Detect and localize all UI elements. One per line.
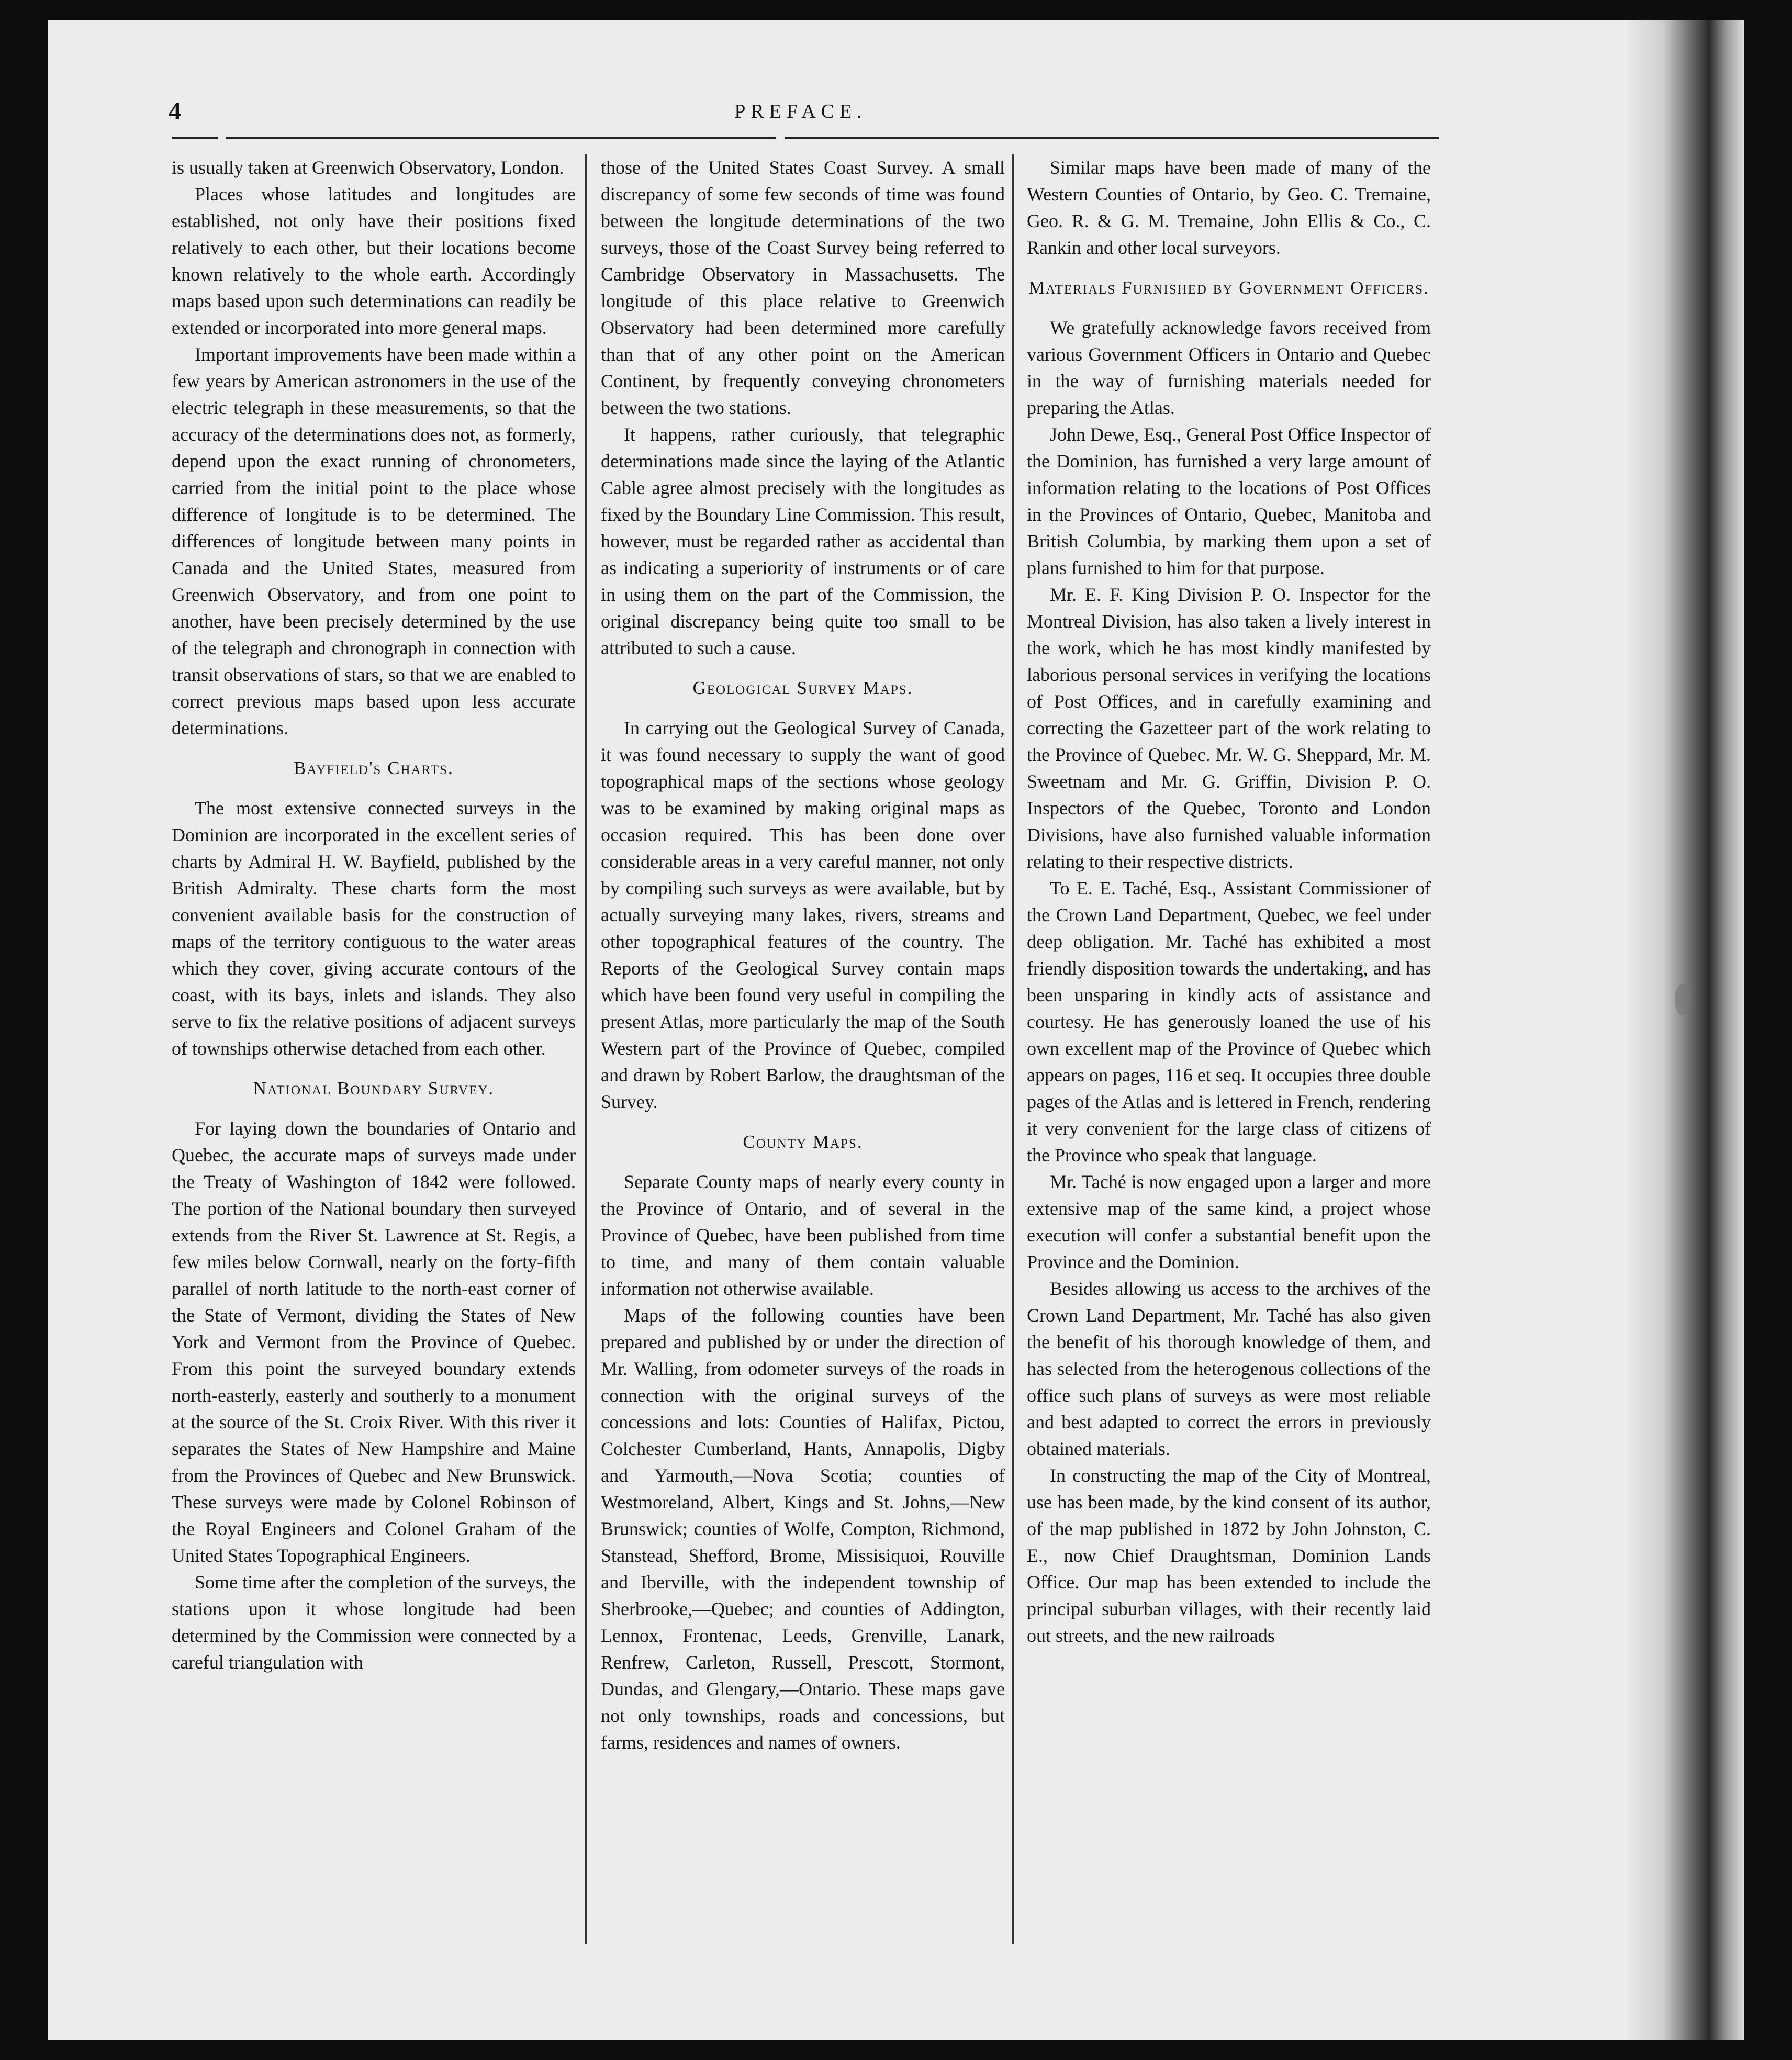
- ink-smudge: [1675, 984, 1690, 1015]
- column-left: [172, 154, 576, 1676]
- paragraph: Similar maps have been made of many of the Western Counties of Ontario, by Geo. C. Tremaine, Geo. R. & G. M. Tremaine, John Ellis & Co., C. Rankin and other local surveyors.: [1027, 157, 1431, 258]
- paragraph: Important improvements have been made within a few years by American astronomers in the use of the electric telegraph in these measurements, so that the accuracy of the determinations does not, as formerly, depend upon the exact running of chronometers, carried from the initial point to the place whose difference of longitude is to be determined. The differences of longitude between many points in Canada and the United States, measured from Greenwich Observatory, and from one point to another, have been precisely determined by the use of the telegraph and chronograph in connection with transit observations of stars, so that we are enabled to correct previous maps based upon less accurate determinations.: [172, 344, 576, 738]
- column-middle: [601, 154, 1005, 1756]
- column-divider: [585, 154, 587, 1944]
- header-rule: [172, 137, 218, 139]
- paragraph: The most extensive connected surveys in the Dominion are incorporated in the excellent series of charts by Admiral H. W. Bayfield, published by the British Admiralty. These charts form the most convenient available basis for the construction of maps of the territory contiguous to the water areas which they cover, giving accurate contours of the coast, with its bays, inlets and islands. They also serve to fix the relative positions of adjacent surveys of townships otherwise detached from each other.: [172, 798, 576, 1059]
- page-title: PREFACE.: [734, 100, 867, 122]
- paragraph: In carrying out the Geological Survey of Canada, it was found necessary to supply the want of good topographical maps of the sections whose geology was to be examined by making original maps as occasion required. This has been done over considerable areas in a very careful manner, not only by compiling such surveys as were available, but by actually surveying many lakes, rivers, streams and other topographical features of the country. The Reports of the Geological Survey contain maps which have been found very useful in compiling the present Atlas, more particularly the map of the South Western part of the Province of Quebec, compiled and drawn by Robert Barlow, the draughtsman of the Survey.: [601, 718, 1005, 1112]
- section-heading-bayfield-charts: Bayfield's Charts.: [294, 758, 454, 778]
- paragraph: To E. E. Taché, Esq., Assistant Commissioner of the Crown Land Department, Quebec, we feel under deep obligation. Mr. Taché has exhibited a most friendly disposition towards the undertaking, and has been unsparing in kindly acts of assistance and courtesy. He has generously loaned the use of his own excellent map of the Province of Quebec which appears on pages, 116 et seq. It occupies three double pages of the Atlas and is lettered in French, rendering it very convenient for the large class of citizens of the Province who speak that language.: [1027, 878, 1431, 1166]
- paragraph: Separate County maps of nearly every county in the Province of Ontario, and of several in the Province of Quebec, have been published from time to time, and many of them contain valuable information not otherwise available.: [601, 1171, 1005, 1299]
- paragraph: Besides allowing us access to the archives of the Crown Land Department, Mr. Taché has also given the benefit of his thorough knowledge of them, and has selected from the heterogenous collections of the office such plans of surveys as were most reliable and best adapted to correct the errors in previously obtained materials.: [1027, 1278, 1431, 1459]
- paragraph: is usually taken at Greenwich Observatory, London.: [172, 157, 564, 178]
- paragraph: Some time after the completion of the surveys, the stations upon it whose longitude had been determined by the Commission were connected by a careful triangulation with: [172, 1572, 576, 1673]
- section-heading-materials-furnished: Materials Furnished by Government Officers.: [1028, 277, 1429, 298]
- section-heading-national-boundary-survey: National Boundary Survey.: [253, 1078, 495, 1099]
- running-head: [162, 92, 1439, 133]
- paragraph: those of the United States Coast Survey. A small discrepancy of some few seconds of time was found between the longitude determinations of the two surveys, those of the Coast Survey being referred to Cambridge Observatory in Massachusetts. The longitude of this place relative to Greenwich Observatory had been determined more carefully than that of any other point on the American Continent, by frequently conveying chronometers between the two stations.: [601, 157, 1005, 418]
- header-rule: [785, 137, 1439, 139]
- page-content: [162, 92, 1439, 1965]
- paragraph: Places whose latitudes and longitudes are established, not only have their positions fixed relatively to each other, but their locations become known relatively to the whole earth. Accordingly maps based upon such determinations can readily be extended or incorporated into more general maps.: [172, 184, 576, 338]
- paragraph: Mr. E. F. King Division P. O. Inspector for the Montreal Division, has also taken a lively interest in the work, which he has most kindly manifested by laborious personal services in verifying the locations of Post Offices, and in carefully examining and correcting the Gazetteer part of the work relating to the Province of Quebec. Mr. W. G. Sheppard, Mr. M. Sweetnam and Mr. G. Griffin, Division P. O. Inspectors of the Quebec, Toronto and London Divisions, have also furnished valuable information relating to their respective districts.: [1027, 584, 1431, 872]
- paragraph: Maps of the following counties have been prepared and published by or under the direction of Mr. Walling, from odometer surveys of the roads in connection with the original surveys of the concessions and lots: Counties of Halifax, Pictou, Colchester Cumberland, Hants, Annapolis, Digby and Yarmouth,—Nova Scotia; counties of Westmoreland, Albert, Kings and St. Johns,—New Brunswick; counties of Wolfe, Compton, Richmond, Stanstead, Shefford, Brome, Missisiquoi, Rouville and Iberville, with the independent township of Sherbrooke,—Quebec; and counties of Addington, Lennox, Frontenac, Leeds, Grenville, Lanark, Renfrew, Carleton, Russell, Prescott, Stormont, Dundas, and Glengary,—Ontario. These maps gave not only townships, roads and concessions, but farms, residences and names of owners.: [601, 1305, 1005, 1753]
- paragraph: It happens, rather curiously, that telegraphic determinations made since the laying of the Atlantic Cable agree almost precisely with the longitudes as fixed by the Boundary Line Commission. This result, however, must be regarded rather as accidental than as indicating a superiority of instruments or of care in using them on the part of the Commission, the original discrepancy being quite too small to be attributed to such a cause.: [601, 424, 1005, 658]
- column-right: [1027, 154, 1431, 1649]
- page-gutter-shadow: [1628, 20, 1744, 2040]
- page-number: 4: [169, 97, 181, 125]
- header-rule: [226, 137, 776, 139]
- section-heading-county-maps: County Maps.: [743, 1132, 863, 1152]
- paragraph: Mr. Taché is now engaged upon a larger and more extensive map of the same kind, a project whose execution will confer a substantial benefit upon the Province and the Dominion.: [1027, 1171, 1431, 1272]
- paragraph: John Dewe, Esq., General Post Office Inspector of the Dominion, has furnished a very large amount of information relating to the locations of Post Offices in the Provinces of Ontario, Quebec, Manitoba and British Columbia, by marking them upon a set of plans furnished to him for that purpose.: [1027, 424, 1431, 578]
- paragraph: For laying down the boundaries of Ontario and Quebec, the accurate maps of surveys made under the Treaty of Washington of 1842 were followed. The portion of the National boundary then surveyed extends from the River St. Lawrence at St. Regis, a few miles below Cornwall, nearly on the forty-fifth parallel of north latitude to the north-east corner of the State of Vermont, dividing the States of New York and Vermont from the Province of Quebec. From this point the surveyed boundary extends north-easterly, easterly and southerly to a monument at the source of the St. Croix River. With this river it separates the States of New Hampshire and Maine from the Provinces of Quebec and New Brunswick. These surveys were made by Colonel Robinson of the Royal Engineers and Colonel Graham of the United States Topographical Engineers.: [172, 1118, 576, 1566]
- column-divider: [1012, 154, 1014, 1944]
- paragraph: We gratefully acknowledge favors received from various Government Officers in Ontario and Quebec in the way of furnishing materials needed for preparing the Atlas.: [1027, 317, 1431, 418]
- paragraph: In constructing the map of the City of Montreal, use has been made, by the kind consent of its author, of the map published in 1872 by John Johnston, C. E., now Chief Draughtsman, Dominion Lands Office. Our map has been extended to include the principal suburban villages, with their recently laid out streets, and the new railroads: [1027, 1465, 1431, 1646]
- section-heading-geological-survey-maps: Geological Survey Maps.: [692, 678, 913, 698]
